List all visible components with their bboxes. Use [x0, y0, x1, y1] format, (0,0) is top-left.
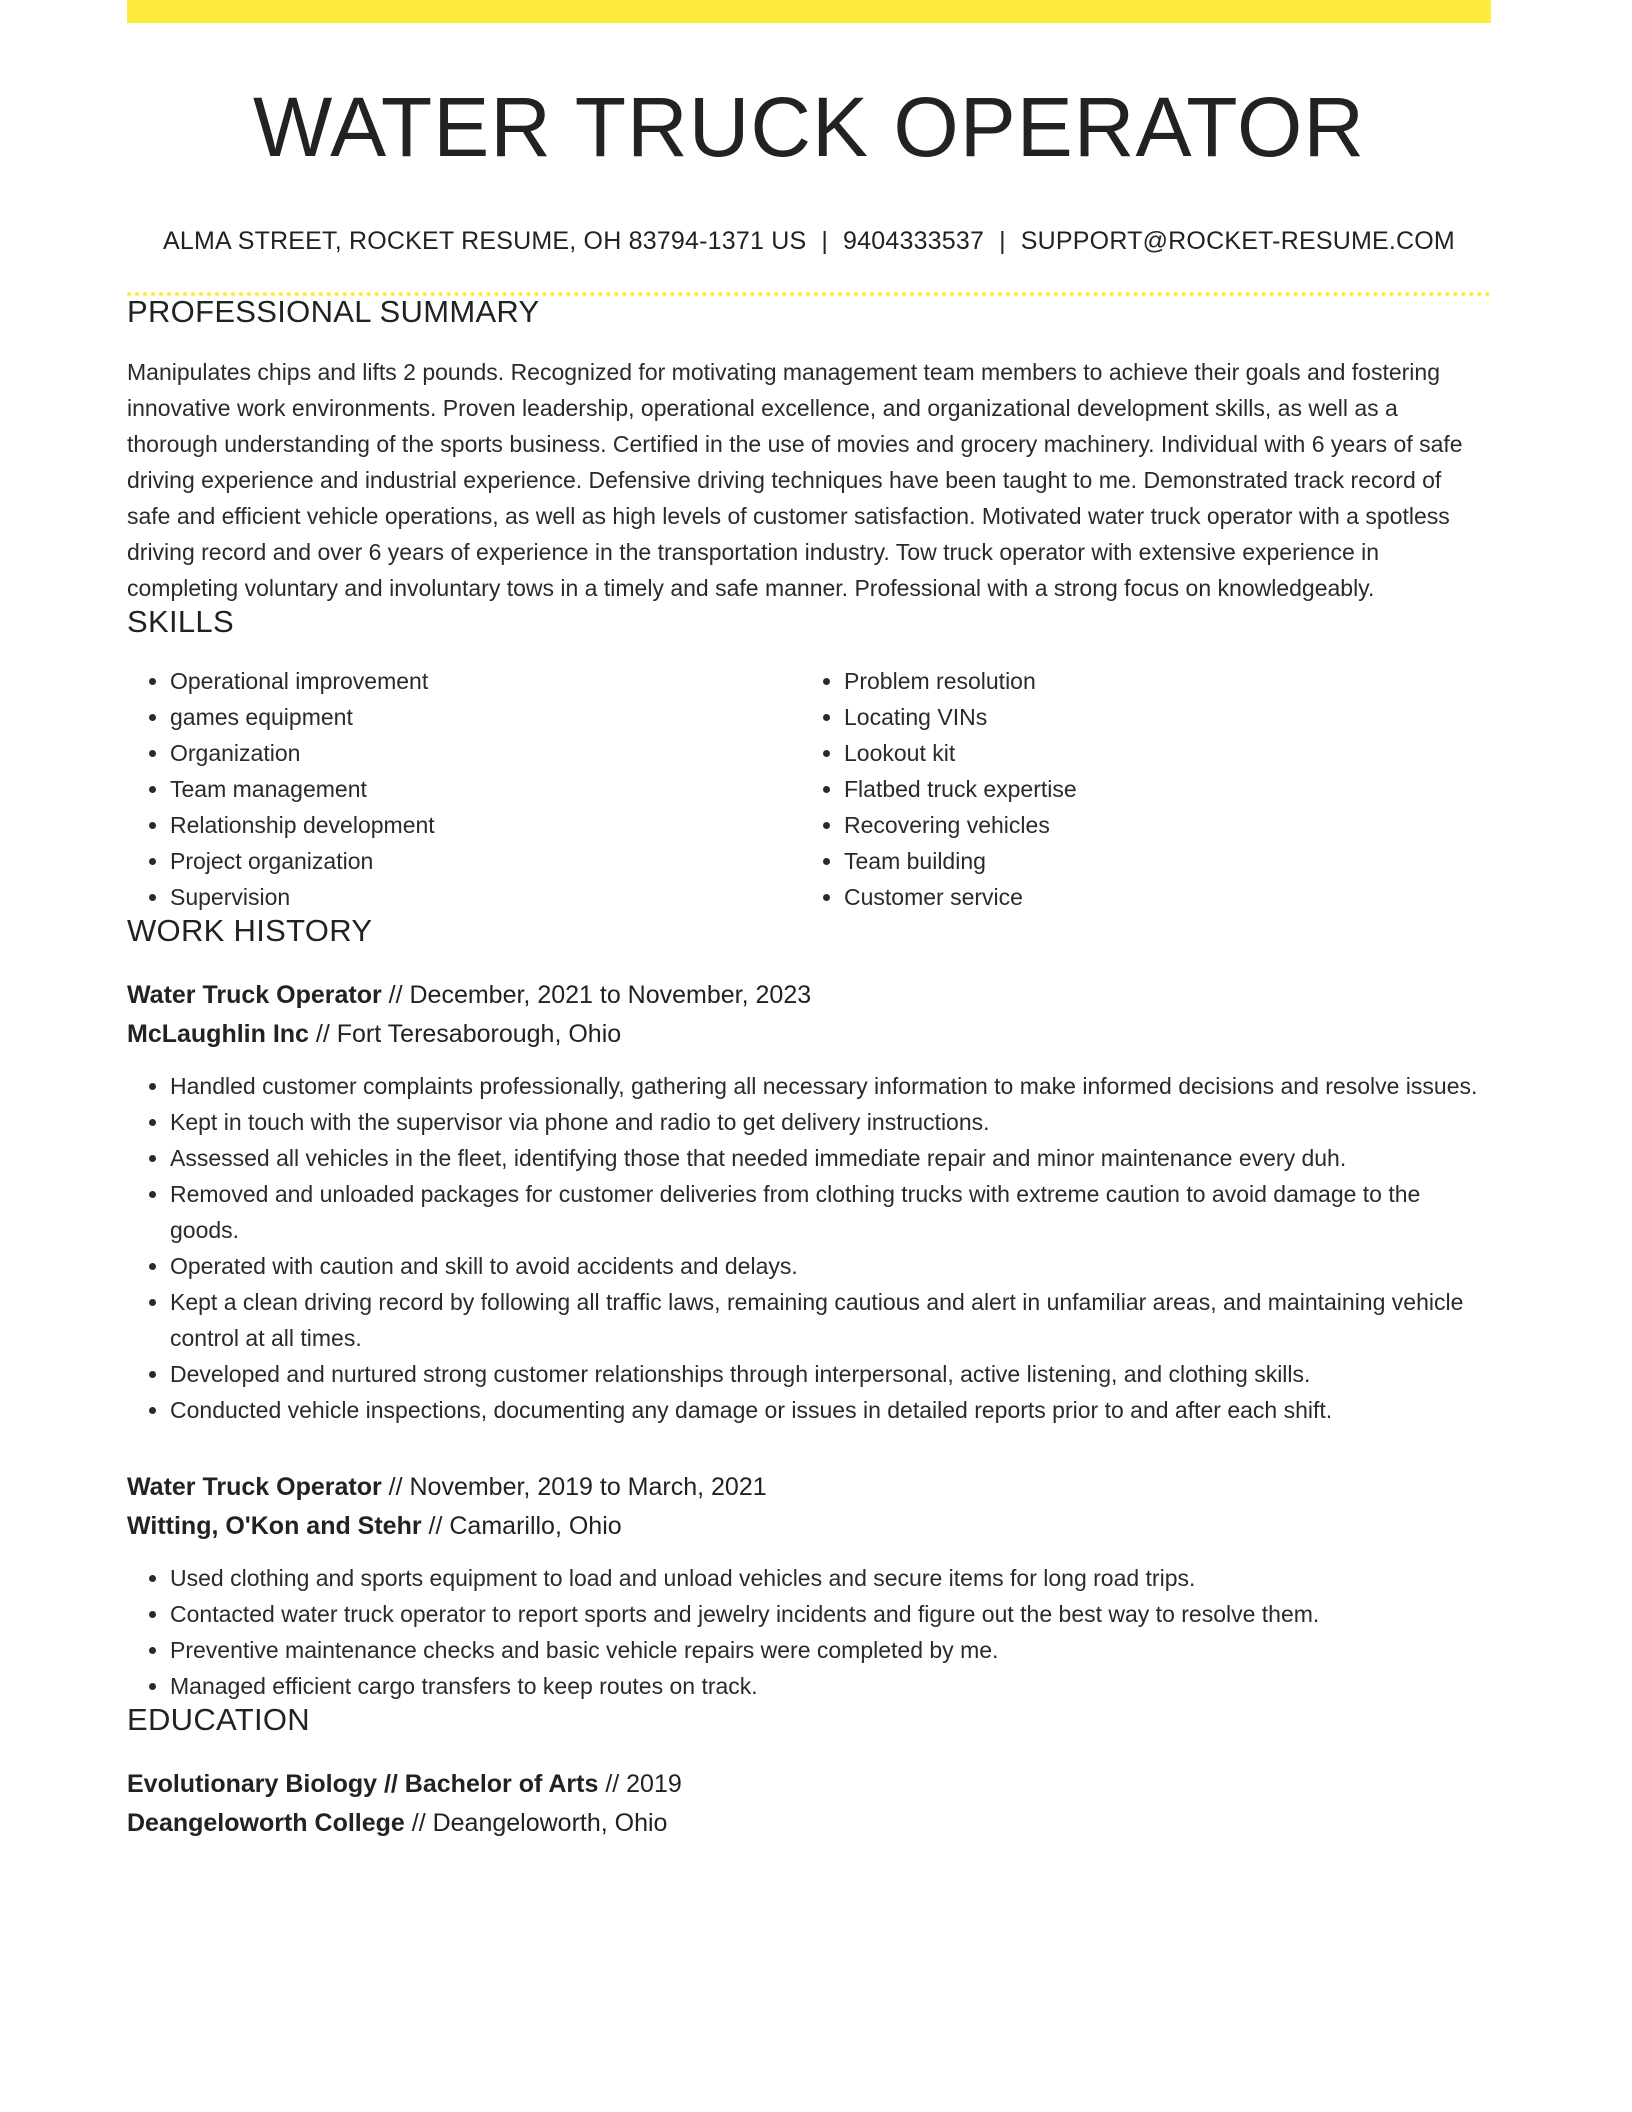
- skill-item: • Problem resolution: [844, 663, 1474, 699]
- job-entry: [127, 1468, 1491, 1704]
- skills-list: [127, 663, 1491, 915]
- job-company-line: [127, 1507, 1491, 1546]
- job-title-line: [127, 976, 1491, 1015]
- job-title-line: [127, 1468, 1491, 1507]
- skill-item: • Relationship development: [170, 807, 800, 843]
- job-bullets: [127, 1068, 1491, 1428]
- education-school-line: [127, 1804, 1491, 1843]
- job-bullet: • Handled customer complaints professionally, gathering all necessary information to make informed decisions and resolve issues.: [170, 1068, 1491, 1104]
- job-bullet: • Used clothing and sports equipment to load and unload vehicles and secure items for long road trips.: [170, 1560, 1491, 1596]
- job-company: McLaughlin Inc: [127, 1020, 309, 1048]
- skill-item: • Recovering vehicles: [844, 807, 1474, 843]
- skill-item: • Team management: [170, 771, 800, 807]
- email: SUPPORT@ROCKET-RESUME.COM: [1020, 227, 1455, 255]
- top-accent-bar: [127, 0, 1491, 23]
- resume-content: [127, 23, 1491, 1843]
- contact-line: [127, 229, 1491, 254]
- job-bullet: • Kept a clean driving record by following all traffic laws, remaining cautious and alert in unfamiliar areas, and maintaining vehicle control at all times.: [170, 1284, 1491, 1356]
- education-year: // 2019: [598, 1770, 682, 1798]
- job-bullet: • Conducted vehicle inspections, documenting any damage or issues in detailed reports prior to and after each shift.: [170, 1392, 1491, 1428]
- education-heading: EDUCATION: [127, 1702, 310, 1737]
- job-title: Water Truck Operator: [127, 1473, 382, 1501]
- skill-item: • Supervision: [170, 879, 800, 915]
- address: ALMA STREET, ROCKET RESUME, OH 83794-1371 US: [163, 227, 807, 255]
- skill-item: • games equipment: [170, 699, 800, 735]
- separator: |: [999, 227, 1006, 255]
- job-bullets: [127, 1560, 1491, 1704]
- job-entry: [127, 976, 1491, 1428]
- skill-item: • Locating VINs: [844, 699, 1474, 735]
- skill-item: • Flatbed truck expertise: [844, 771, 1474, 807]
- skills-right-column: [800, 663, 1474, 915]
- job-dates: // December, 2021 to November, 2023: [381, 981, 812, 1009]
- job-bullet: • Assessed all vehicles in the fleet, identifying those that needed immediate repair and minor maintenance every duh.: [170, 1140, 1491, 1176]
- summary-text: Manipulates chips and lifts 2 pounds. Recognized for motivating management team members to achieve their goals and fostering innovative work environments. Proven leadership, operational excellence, and organizational development skills, as well as a thorough understanding of the sports business. Certified in the use of movies and grocery machinery. Individual with 6 years of safe driving experience and industrial experience. Defensive driving techniques have been taught to me. Demonstrated track record of safe and efficient vehicle operations, as well as high levels of customer satisfaction. Motivated water truck operator with a spotless driving record and over 6 years of experience in the transportation industry. Tow truck operator with extensive experience in completing voluntary and involuntary tows in a timely and safe manner. Professional with a strong focus on knowledgeably.: [127, 359, 1463, 601]
- separator: |: [821, 227, 829, 255]
- skill-item: • Lookout kit: [844, 735, 1474, 771]
- phone: 9404333537: [843, 227, 985, 255]
- skill-item: • Project organization: [170, 843, 800, 879]
- job-bullet: • Contacted water truck operator to report sports and jewelry incidents and figure out the best way to resolve them.: [170, 1596, 1491, 1632]
- job-bullet: • Managed efficient cargo transfers to keep routes on track.: [170, 1668, 1491, 1704]
- education-degree-line: [127, 1765, 1491, 1804]
- skill-item: • Team building: [844, 843, 1474, 879]
- education-degree: Evolutionary Biology // Bachelor of Arts: [127, 1770, 599, 1798]
- skills-left-column: [127, 663, 800, 915]
- job-bullet: • Operated with caution and skill to avoid accidents and delays.: [170, 1248, 1491, 1284]
- job-location: // Camarillo, Ohio: [421, 1512, 622, 1540]
- job-bullet: • Kept in touch with the supervisor via phone and radio to get delivery instructions.: [170, 1104, 1491, 1140]
- job-location: // Fort Teresaborough, Ohio: [308, 1020, 622, 1048]
- resume-name: WATER TRUCK OPERATOR: [252, 80, 1366, 174]
- job-dates: // November, 2019 to March, 2021: [381, 1473, 767, 1501]
- job-bullet: • Preventive maintenance checks and basic vehicle repairs were completed by me.: [170, 1632, 1491, 1668]
- education-location: // Deangeloworth, Ohio: [404, 1809, 668, 1837]
- job-bullet: • Developed and nurtured strong customer relationships through interpersonal, active listening, and clothing skills.: [170, 1356, 1491, 1392]
- job-bullet: • Removed and unloaded packages for customer deliveries from clothing trucks with extreme caution to avoid damage to the goods.: [170, 1176, 1491, 1248]
- job-title: Water Truck Operator: [127, 981, 382, 1009]
- work-history-heading: WORK HISTORY: [127, 913, 373, 948]
- skill-item: • Organization: [170, 735, 800, 771]
- education-school: Deangeloworth College: [127, 1809, 405, 1837]
- skill-item: • Operational improvement: [170, 663, 800, 699]
- skill-item: • Customer service: [844, 879, 1474, 915]
- job-company: Witting, O'Kon and Stehr: [127, 1512, 422, 1540]
- skills-heading: SKILLS: [127, 604, 234, 639]
- job-company-line: [127, 1015, 1491, 1054]
- summary-heading: PROFESSIONAL SUMMARY: [127, 294, 540, 329]
